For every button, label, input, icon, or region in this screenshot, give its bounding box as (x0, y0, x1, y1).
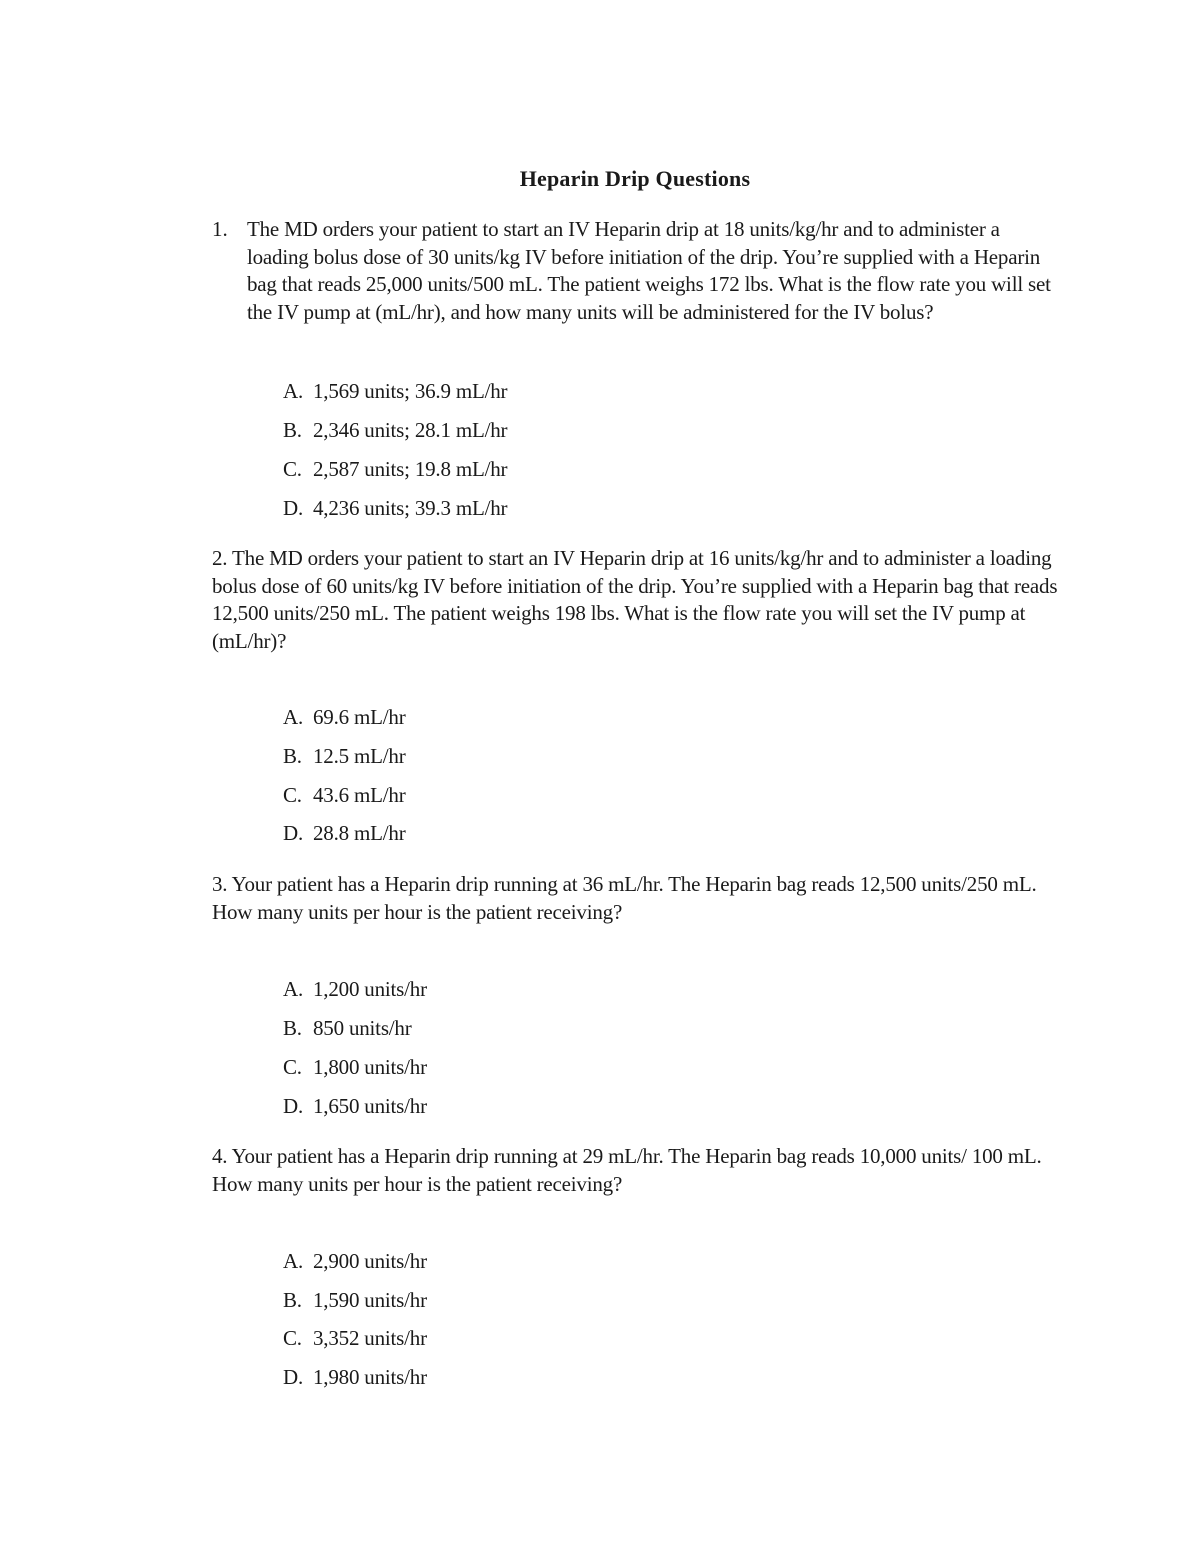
option-text: 28.8 mL/hr (313, 821, 406, 845)
question-2-option-c (283, 782, 406, 809)
option-letter: A. (283, 379, 304, 403)
option-letter: C. (283, 457, 302, 481)
option-text: 69.6 mL/hr (313, 705, 406, 729)
option-letter: D. (283, 1365, 304, 1389)
option-letter: B. (283, 418, 302, 442)
question-2-option-b (283, 743, 406, 770)
question-3-option-c (283, 1054, 427, 1081)
option-text: 1,569 units; 36.9 mL/hr (313, 379, 508, 403)
option-letter: C. (283, 1326, 302, 1350)
option-letter: B. (283, 744, 302, 768)
question-3-option-b (283, 1015, 412, 1042)
question-3-text: 3. Your patient has a Heparin drip running at 36 mL/hr. The Heparin bag reads 12,500 units/250 mL. How many units per hour is the patient receiving? (212, 872, 1037, 924)
option-text: 2,346 units; 28.1 mL/hr (313, 418, 508, 442)
question-1-option-a (283, 378, 507, 405)
option-letter: C. (283, 1055, 302, 1079)
option-letter: C. (283, 783, 302, 807)
option-text: 3,352 units/hr (313, 1326, 427, 1350)
question-3-option-d (283, 1093, 427, 1120)
option-letter: D. (283, 1094, 304, 1118)
question-2-option-a (283, 704, 406, 731)
option-text: 43.6 mL/hr (313, 783, 406, 807)
option-letter: A. (283, 977, 304, 1001)
option-text: 1,650 units/hr (313, 1094, 427, 1118)
option-letter: B. (283, 1288, 302, 1312)
option-text: 1,200 units/hr (313, 977, 427, 1001)
question-4-option-d (283, 1364, 427, 1391)
question-1-text: The MD orders your patient to start an IV Heparin drip at 18 units/kg/hr and to administer a loading bolus dose of 30 units/kg IV before initiation of the drip. You’re supplied with a Heparin bag that reads 25,000 units/500 mL. The patient weighs 172 lbs. What is the flow rate you will set the IV pump at (mL/hr), and how many units will be administered for the IV bolus? (247, 217, 1051, 324)
question-1-option-d (283, 495, 507, 522)
option-text: 4,236 units; 39.3 mL/hr (313, 496, 508, 520)
question-2-text: 2. The MD orders your patient to start an IV Heparin drip at 16 units/kg/hr and to administer a loading bolus dose of 60 units/kg IV before initiation of the drip. You’re supplied with a Heparin bag that reads 12,500 units/250 mL. The patient weighs 198 lbs. What is the flow rate you will set the IV pump at (mL/hr)? (212, 546, 1058, 653)
question-1-option-b (283, 417, 507, 444)
page-title: Heparin Drip Questions (519, 166, 751, 191)
option-text: 2,900 units/hr (313, 1249, 427, 1273)
option-letter: D. (283, 821, 304, 845)
question-4-option-a (283, 1248, 427, 1275)
question-2-option-d (283, 820, 406, 847)
option-letter: D. (283, 496, 304, 520)
option-letter: A. (283, 1249, 304, 1273)
option-text: 850 units/hr (313, 1016, 412, 1040)
question-4-option-b (283, 1287, 427, 1314)
question-1-number: 1. (212, 217, 228, 241)
question-4-option-c (283, 1325, 427, 1352)
question-1-option-c (283, 456, 507, 483)
option-text: 2,587 units; 19.8 mL/hr (313, 457, 508, 481)
option-text: 1,800 units/hr (313, 1055, 427, 1079)
question-4-text: 4. Your patient has a Heparin drip running at 29 mL/hr. The Heparin bag reads 10,000 units/ 100 mL. How many units per hour is the patient receiving? (212, 1144, 1042, 1196)
question-3-option-a (283, 976, 427, 1003)
option-letter: A. (283, 705, 304, 729)
option-text: 1,980 units/hr (313, 1365, 427, 1389)
option-text: 1,590 units/hr (313, 1288, 427, 1312)
option-text: 12.5 mL/hr (313, 744, 406, 768)
option-letter: B. (283, 1016, 302, 1040)
